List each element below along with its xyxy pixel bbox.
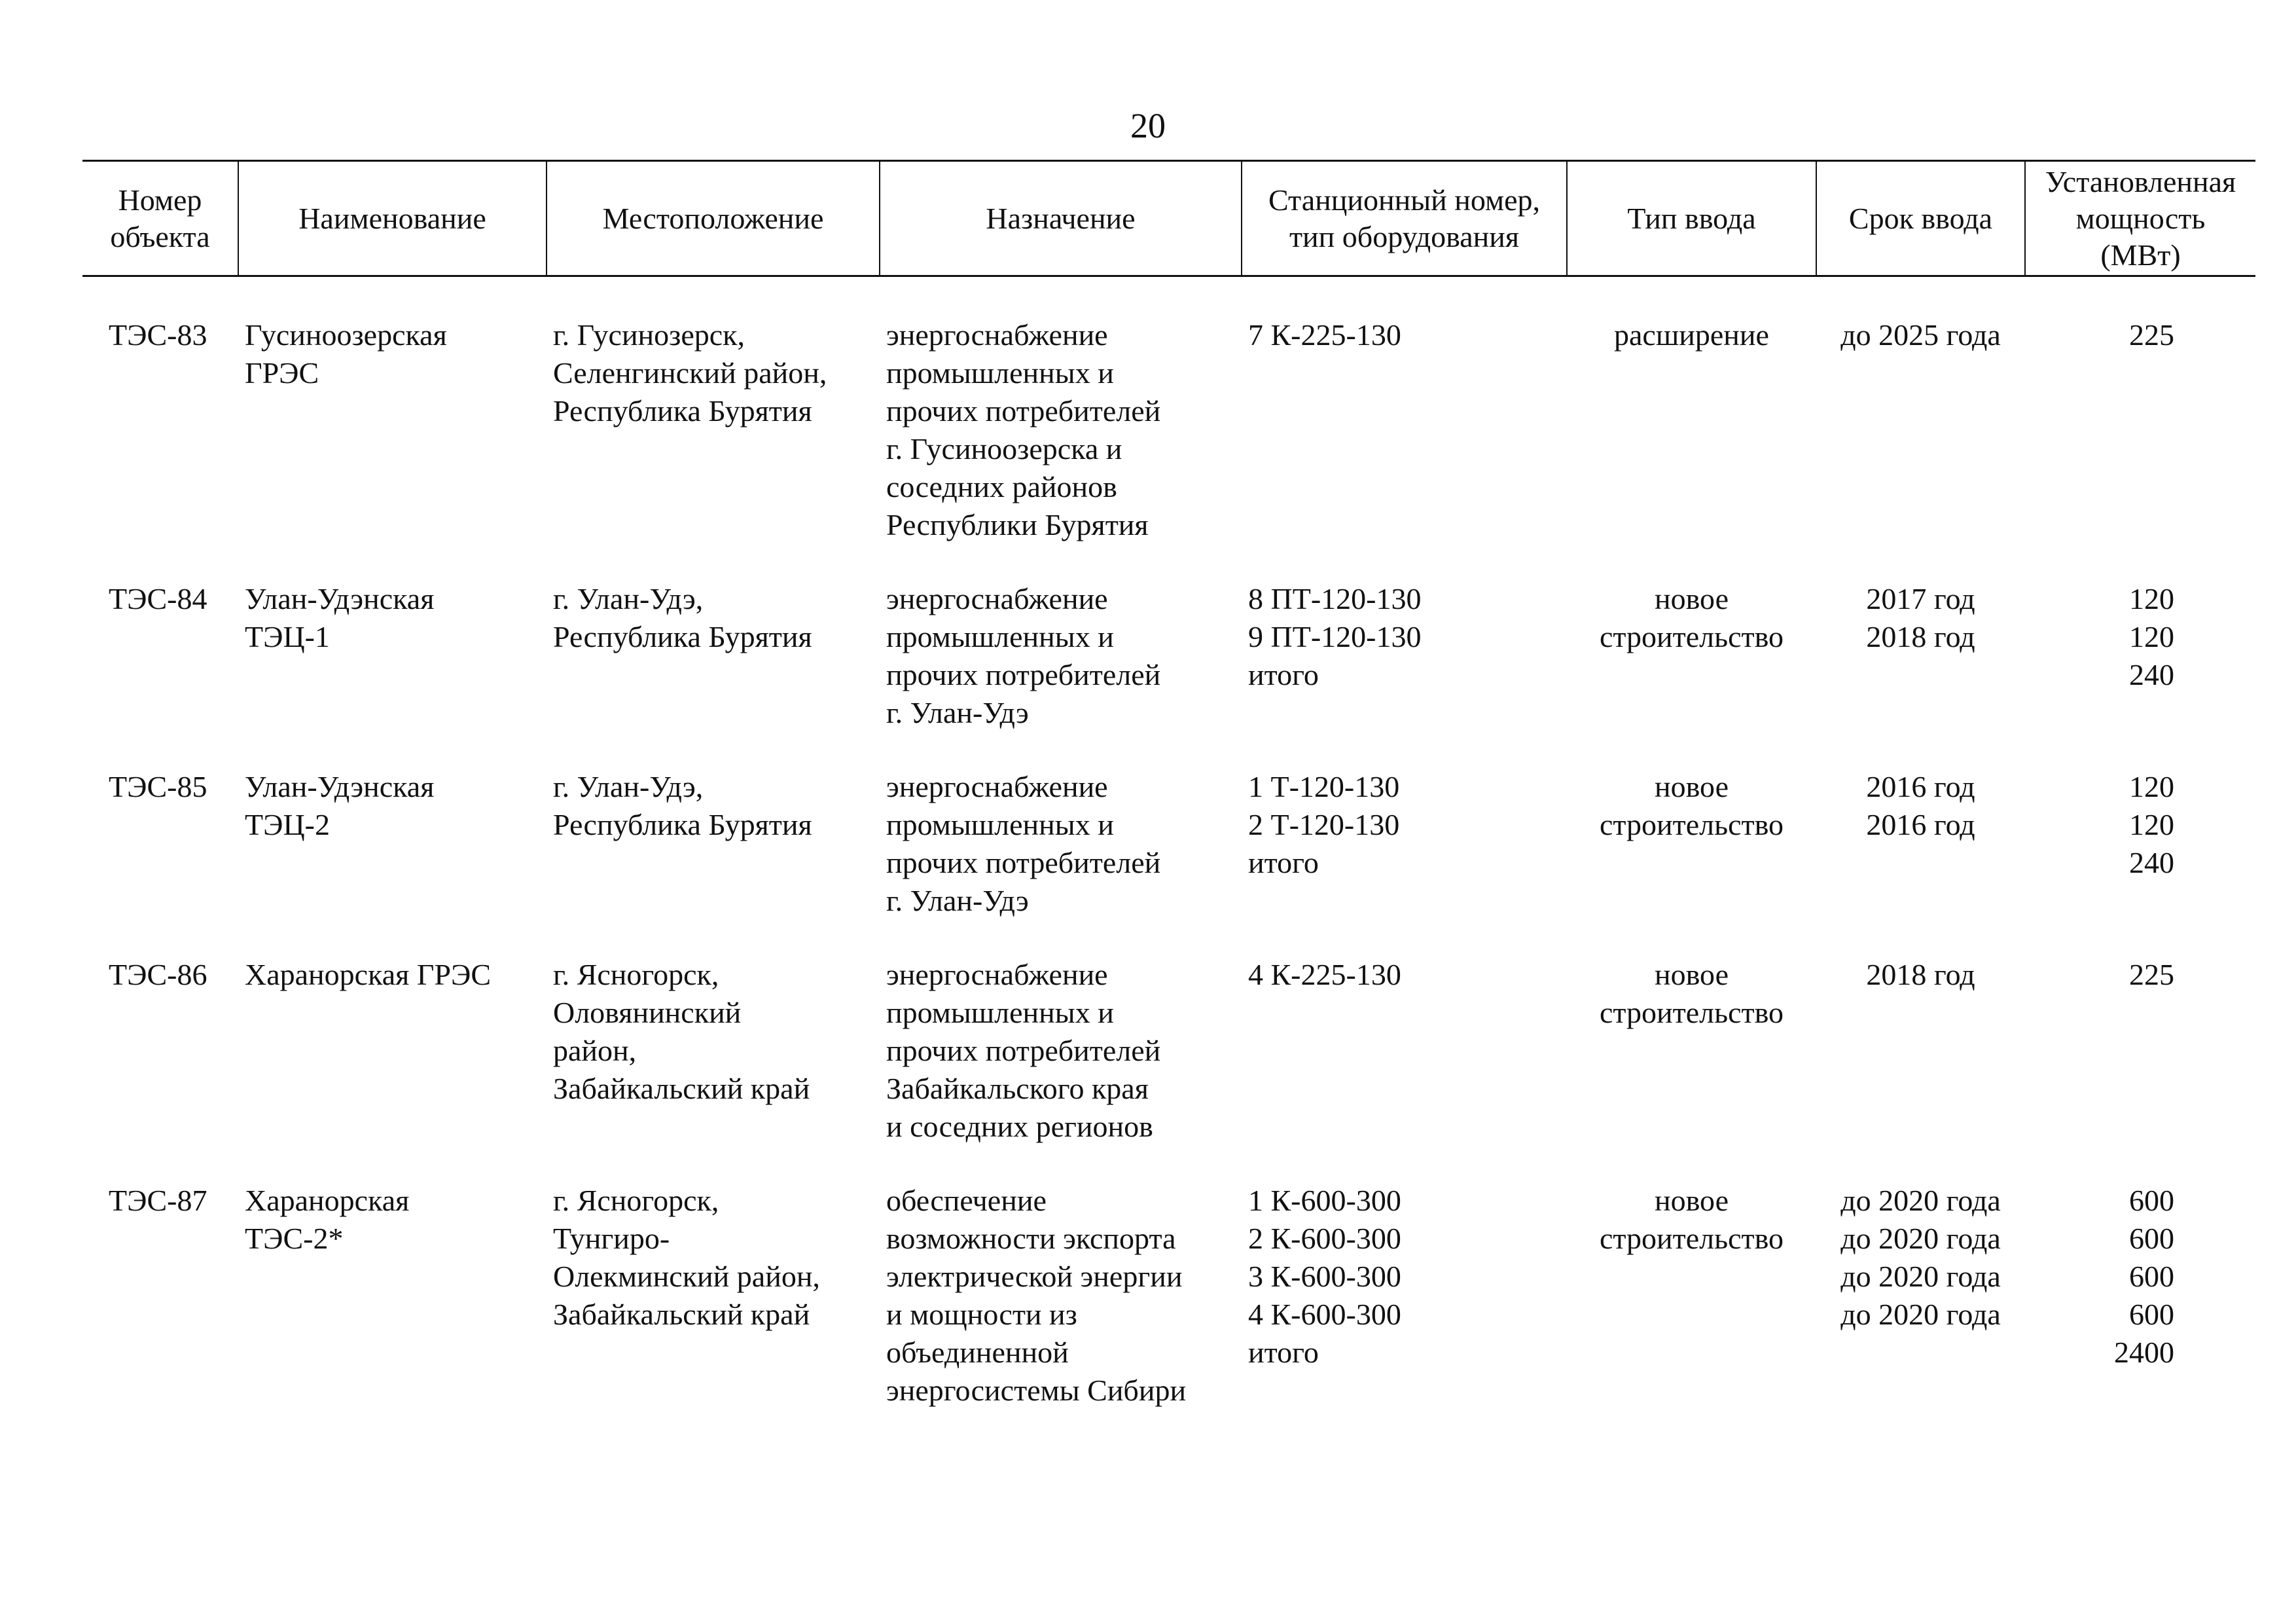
header-name: Наименование: [238, 161, 547, 276]
cell-line: Республика Бурятия: [553, 808, 812, 841]
cell-line: ТЭС-86: [109, 958, 207, 991]
cell-line: итого: [1248, 846, 1319, 879]
cell-line: г. Гусиноозерска и: [886, 432, 1122, 465]
cell-line: новое: [1654, 582, 1729, 615]
cell-line: 2 Т-120-130: [1248, 808, 1400, 841]
cell-line: новое: [1654, 770, 1729, 803]
cell-line: до 2020 года: [1840, 1298, 2001, 1331]
cell-line: г. Ясногорск,: [553, 1184, 719, 1217]
cell-line: ТЭС-84: [109, 582, 207, 615]
cell-line: и мощности из: [886, 1298, 1077, 1331]
cell-line: Улан-Удэнская: [245, 770, 435, 803]
cell-line: 2017 год: [1866, 582, 1975, 615]
cell-line: энергосистемы Сибири: [886, 1374, 1187, 1407]
cell-line: 1 Т-120-130: [1248, 770, 1400, 803]
cell-line: 8 ПТ-120-130: [1248, 582, 1422, 615]
object-number-cell: [82, 580, 238, 768]
header-location: Местоположение: [547, 161, 880, 276]
input-term-cell: [1816, 580, 2025, 768]
cell-line: Республика Бурятия: [553, 620, 812, 653]
name-cell: [238, 580, 547, 768]
object-number-cell: [82, 956, 238, 1182]
cell-line: ТЭЦ-2: [245, 808, 331, 841]
purpose-cell: [880, 768, 1242, 956]
page-number: 20: [1130, 106, 1166, 145]
cell-line: строительство: [1599, 620, 1784, 653]
cell-line: 225: [2129, 958, 2174, 991]
installed-power-cell: [2025, 1182, 2255, 1446]
cell-line: итого: [1248, 658, 1319, 691]
input-term-cell: [1816, 1182, 2025, 1446]
cell-line: ТЭС-2*: [245, 1222, 344, 1255]
cell-line: новое: [1654, 1184, 1729, 1217]
cell-line: промышленных и: [886, 356, 1114, 390]
purpose-cell: [880, 956, 1242, 1182]
cell-line: Гусиноозерская: [245, 318, 447, 352]
equipment-cell: [1242, 276, 1567, 581]
cell-line: 600: [2129, 1184, 2174, 1217]
cell-line: соседних районов: [886, 470, 1117, 503]
location-cell: [547, 276, 880, 581]
table-header-row: [82, 161, 2255, 276]
cell-line: 7 К-225-130: [1248, 318, 1401, 352]
cell-line: до 2020 года: [1840, 1222, 2001, 1255]
cell-line: 600: [2129, 1260, 2174, 1293]
cell-line: г. Гусинозерск,: [553, 318, 745, 352]
cell-line: промышленных и: [886, 808, 1114, 841]
cell-line: 4 К-600-300: [1248, 1298, 1401, 1331]
cell-line: до 2020 года: [1840, 1260, 2001, 1293]
purpose-cell: [880, 1182, 1242, 1446]
cell-line: Республика Бурятия: [553, 394, 812, 428]
cell-line: г. Ясногорск,: [553, 958, 719, 991]
input-term-cell: [1816, 768, 2025, 956]
cell-line: прочих потребителей: [886, 658, 1161, 691]
cell-line: до 2025 года: [1840, 318, 2001, 352]
location-cell: [547, 1182, 880, 1446]
name-cell: [238, 768, 547, 956]
location-cell: [547, 956, 880, 1182]
cell-line: энергоснабжение: [886, 582, 1108, 615]
header-input-term: Срок ввода: [1816, 161, 2025, 276]
header-object-number: Номер объекта: [82, 161, 238, 276]
cell-line: Забайкальский край: [553, 1298, 810, 1331]
header-purpose: Назначение: [880, 161, 1242, 276]
table-row: [82, 768, 2255, 956]
object-number-cell: [82, 1182, 238, 1446]
input-type-cell: [1567, 1182, 1816, 1446]
input-type-cell: [1567, 276, 1816, 581]
table-row: [82, 580, 2255, 768]
power-plants-table: [82, 160, 2255, 1446]
location-cell: [547, 768, 880, 956]
cell-line: г. Улан-Удэ,: [553, 770, 704, 803]
cell-line: итого: [1248, 1336, 1319, 1369]
cell-line: 600: [2129, 1222, 2174, 1255]
cell-line: 1 К-600-300: [1248, 1184, 1401, 1217]
purpose-cell: [880, 580, 1242, 768]
header-equipment: Станционный номер, тип оборудования: [1242, 161, 1567, 276]
cell-line: г. Улан-Удэ: [886, 696, 1029, 729]
cell-line: Забайкальского края: [886, 1072, 1149, 1105]
cell-line: Харанорская: [245, 1184, 410, 1217]
cell-line: район,: [553, 1034, 637, 1067]
cell-line: энергоснабжение: [886, 318, 1108, 352]
cell-line: до 2020 года: [1840, 1184, 2001, 1217]
cell-line: ГРЭС: [245, 356, 319, 390]
object-number-cell: [82, 276, 238, 581]
location-cell: [547, 580, 880, 768]
purpose-cell: [880, 276, 1242, 581]
cell-line: Забайкальский край: [553, 1072, 810, 1105]
cell-line: Селенгинский район,: [553, 356, 827, 390]
cell-line: 2018 год: [1866, 958, 1975, 991]
table-body: [82, 276, 2255, 1446]
cell-line: Тунгиро-: [553, 1222, 670, 1255]
cell-line: ТЭС-83: [109, 318, 207, 352]
cell-line: Харанорская ГРЭС: [245, 958, 492, 991]
cell-line: объединенной: [886, 1336, 1069, 1369]
cell-line: энергоснабжение: [886, 958, 1108, 991]
cell-line: 120: [2129, 582, 2174, 615]
cell-line: электрической энергии: [886, 1260, 1183, 1293]
cell-line: расширение: [1614, 318, 1769, 352]
input-type-cell: [1567, 768, 1816, 956]
cell-line: строительство: [1599, 996, 1784, 1029]
cell-line: Республики Бурятия: [886, 508, 1149, 541]
cell-line: строительство: [1599, 808, 1784, 841]
name-cell: [238, 956, 547, 1182]
input-type-cell: [1567, 580, 1816, 768]
cell-line: 240: [2129, 846, 2174, 879]
header-input-type: Тип ввода: [1567, 161, 1816, 276]
cell-line: 120: [2129, 770, 2174, 803]
equipment-cell: [1242, 1182, 1567, 1446]
cell-line: 120: [2129, 620, 2174, 653]
installed-power-cell: [2025, 956, 2255, 1182]
cell-line: новое: [1654, 958, 1729, 991]
input-term-cell: [1816, 276, 2025, 581]
cell-line: 2016 год: [1866, 770, 1975, 803]
cell-line: г. Улан-Удэ: [886, 884, 1029, 917]
name-cell: [238, 1182, 547, 1446]
cell-line: 3 К-600-300: [1248, 1260, 1401, 1293]
cell-line: обеспечение: [886, 1184, 1047, 1217]
object-number-cell: [82, 768, 238, 956]
cell-line: 240: [2129, 658, 2174, 691]
input-type-cell: [1567, 956, 1816, 1182]
table-row: [82, 276, 2255, 581]
table-row: [82, 956, 2255, 1182]
cell-line: Улан-Удэнская: [245, 582, 435, 615]
header-installed-power: Установленная мощность (МВт): [2025, 161, 2255, 276]
cell-line: прочих потребителей: [886, 846, 1161, 879]
cell-line: 600: [2129, 1298, 2174, 1331]
cell-line: Олекминский район,: [553, 1260, 820, 1293]
equipment-cell: [1242, 956, 1567, 1182]
cell-line: 225: [2129, 318, 2174, 352]
cell-line: ТЭС-85: [109, 770, 207, 803]
name-cell: [238, 276, 547, 581]
cell-line: промышленных и: [886, 996, 1114, 1029]
cell-line: 120: [2129, 808, 2174, 841]
equipment-cell: [1242, 768, 1567, 956]
cell-line: 4 К-225-130: [1248, 958, 1401, 991]
installed-power-cell: [2025, 768, 2255, 956]
cell-line: 2400: [2114, 1336, 2174, 1369]
input-term-cell: [1816, 956, 2025, 1182]
cell-line: прочих потребителей: [886, 394, 1161, 428]
cell-line: 2018 год: [1866, 620, 1975, 653]
cell-line: строительство: [1599, 1222, 1784, 1255]
cell-line: ТЭЦ-1: [245, 620, 331, 653]
cell-line: возможности экспорта: [886, 1222, 1176, 1255]
cell-line: и соседних регионов: [886, 1110, 1153, 1143]
cell-line: ТЭС-87: [109, 1184, 207, 1217]
installed-power-cell: [2025, 580, 2255, 768]
cell-line: г. Улан-Удэ,: [553, 582, 704, 615]
cell-line: 2 К-600-300: [1248, 1222, 1401, 1255]
cell-line: прочих потребителей: [886, 1034, 1161, 1067]
table-row: [82, 1182, 2255, 1446]
installed-power-cell: [2025, 276, 2255, 581]
cell-line: промышленных и: [886, 620, 1114, 653]
cell-line: Оловянинский: [553, 996, 742, 1029]
cell-line: 2016 год: [1866, 808, 1975, 841]
cell-line: 9 ПТ-120-130: [1248, 620, 1422, 653]
cell-line: энергоснабжение: [886, 770, 1108, 803]
equipment-cell: [1242, 580, 1567, 768]
